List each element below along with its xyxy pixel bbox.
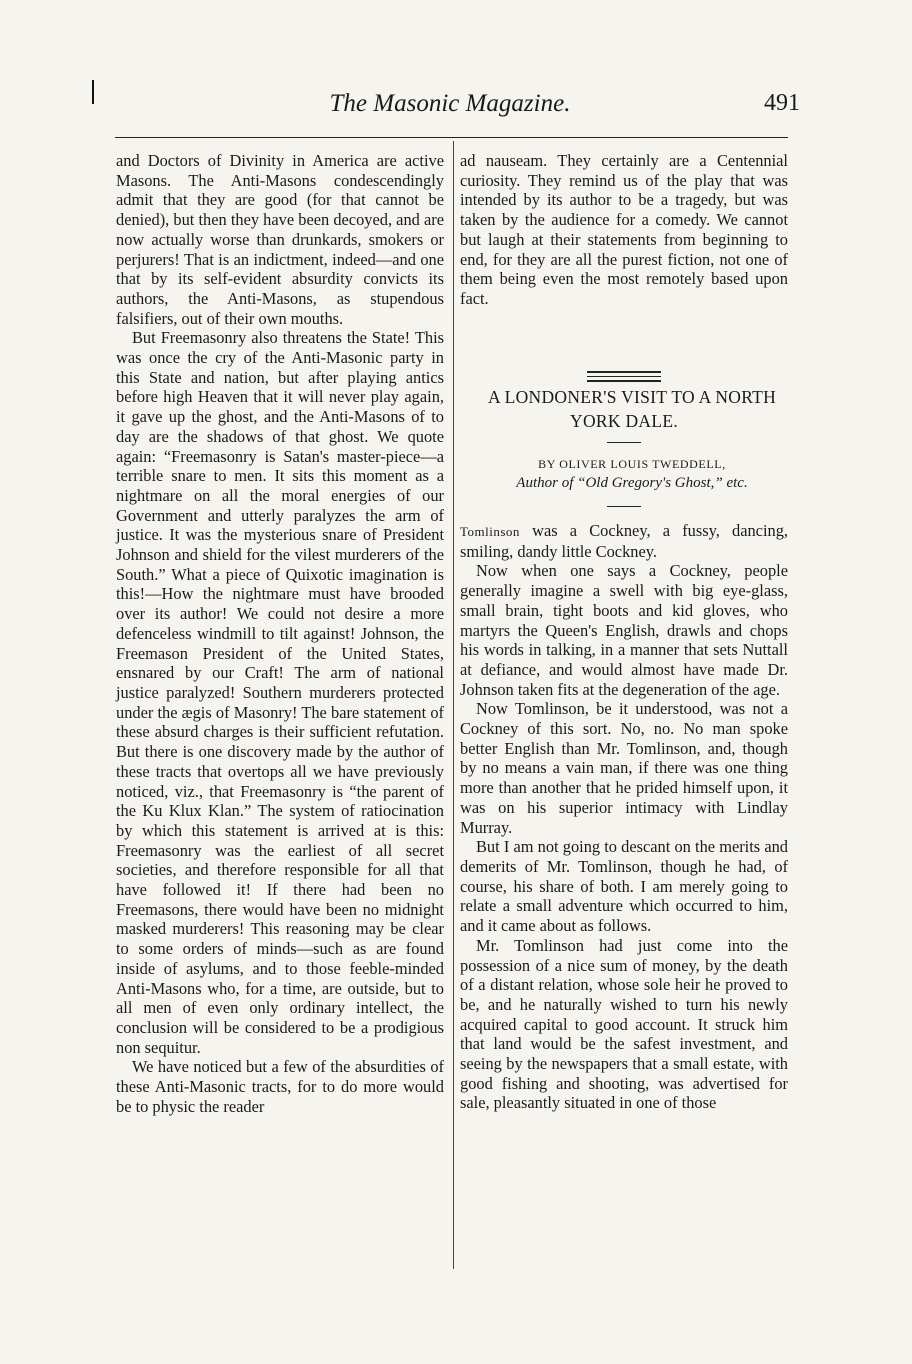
article-paragraph-4: But I am not going to descant on the merits and demerits of Mr. Tomlinson, though he had, of course, his share of both. I am merely going to relate a small adventure which occurred to him, and it came about as follows. <box>460 837 788 936</box>
edge-mark <box>92 80 94 104</box>
byline: BY OLIVER LOUIS TWEDDELL, <box>538 456 726 471</box>
page-number: 491 <box>764 90 800 116</box>
first-word: Tomlinson <box>460 524 520 540</box>
byline-rule <box>607 506 641 507</box>
article-first-paragraph <box>460 521 788 561</box>
left-column <box>116 151 444 1116</box>
section-ornament <box>587 371 661 382</box>
left-paragraph-2: But Freemasonry also threatens the State! This was once the cry of the Anti-Masonic party in this State and nation, but after playing antics before high Heaven that it will never play again, it gave up the ghost, and the Anti-Masons of to day are the shadows of that ghost. We quote again: “Freemasonry is Satan's master-piece—a terrible snare to men. It sits this moment as a nightmare on all the moral energies of our Government and utterly paralyzes the arm of justice. It was the mysterious snare of President Johnson and shield for the vilest murderers of the South.” What a piece of Quixotic imagination is this!—How the nightmare must have brooded over its author! We could not desire a more defenceless windmill to tilt against! Johnson, the Freemason President of the United States, ensnared by our Craft! The arm of national justice paralyzed! Southern murderers protected under the ægis of Masonry! The bare statement of these absurd charges is their sufficient refutation. But there is one discovery made by the author of these tracts that overtops all we have previously noticed, viz., that Freemasonry is “the parent of the Ku Klux Klan.” The system of ratiocination by which this statement is arrived at is this: Freemasonry was the earliest of all secret societies, and therefore responsible for all that have followed it! If there had been no Freemasons, there would have been no midnight masked murderers! This reasoning may be clear to some orders of minds—such as are found inside of asylums, and to those feeble-minded Anti-Masons who, for a time, are outside, but to all men of even only ordinary intellect, the conclusion will be considered to be a prodigious non sequitur. <box>116 328 444 1057</box>
article-title: A LONDONER'S VISIT TO A NORTH YORK DALE. <box>487 386 777 431</box>
column-divider <box>453 141 454 1269</box>
right-column <box>460 151 788 1113</box>
header-rule <box>115 137 788 138</box>
article-paragraph-2: Now when one says a Cockney, people generally imagine a swell with big eye-glass, small brain, tight boots and kid gloves, who martyrs the Queen's English, drawls and chops his words in talking, in a manner that sets Nuttall at defiance, and would almost have made Dr. Johnson taken fits at the degeneration of the age. <box>460 561 788 699</box>
running-title: The Masonic Magazine. <box>329 90 571 117</box>
running-head <box>100 90 800 130</box>
byline-subtitle: Author of “Old Gregory's Ghost,” etc. <box>516 475 748 492</box>
left-paragraph-3: We have noticed but a few of the absurdities of these Anti-Masonic tracts, for to do more would be to physic the reader <box>116 1057 444 1116</box>
first-paragraph-rest: was a Cockney, a fussy, dancing, smiling, dandy little Cockney. <box>460 521 788 561</box>
title-rule <box>607 442 641 443</box>
article-paragraph-5: Mr. Tomlinson had just come into the possession of a nice sum of money, by the death of a distant relation, whose sole heir he proved to be, and he naturally wished to turn his newly acquired capital to good account. It struck him that land would be the safest investment, and seeing by the newspapers that a small estate, with good fishing and shooting, was advertised for sale, pleasantly situated in one of those <box>460 935 788 1113</box>
right-intro-paragraph: ad nauseam. They certainly are a Centennial curiosity. They remind us of the play that was intended by its author to be a tragedy, but was taken by the audience for a comedy. We cannot but laugh at their statements from beginning to end, for they are all the purest fiction, not one of them being even the most remotely based upon fact. <box>460 151 788 308</box>
left-paragraph-1: and Doctors of Divinity in America are active Masons. The Anti-Masons condescendingly admit that they are good (for that cannot be denied), but then they have been decoyed, and are now actually worse than drunkards, smokers or perjurers! That is an indictment, indeed—and one that by its self-evident absurdity convicts its authors, the Anti-Masons, as stupendous falsifiers, out of their own mouths. <box>116 151 444 328</box>
article-paragraph-3: Now Tomlinson, be it understood, was not a Cockney of this sort. No, no. No man spoke better English than Mr. Tomlinson, and, though by no means a vain man, if there was one thing more than another that he prided himself upon, it was on his superior intimacy with Lindlay Murray. <box>460 699 788 837</box>
